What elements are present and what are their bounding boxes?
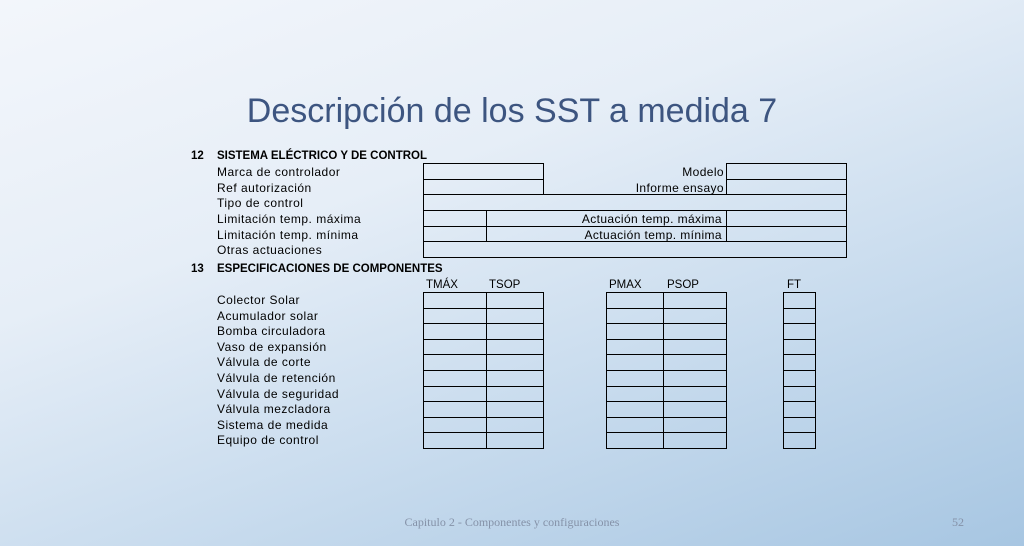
row-ref-autorizacion: Ref autorización [217, 181, 312, 195]
row-limitacion-max: Limitación temp. máxima [217, 212, 362, 226]
section-13-number: 13 [191, 263, 204, 275]
label-informe-ensayo: Informe ensayo [635, 181, 724, 195]
spec-cell-ft[interactable] [783, 386, 816, 403]
spec-cell-tsop[interactable] [486, 370, 544, 387]
spec-cell-tsop[interactable] [486, 432, 544, 449]
spec-cell-ft[interactable] [783, 401, 816, 418]
spec-row-label: Válvula de corte [217, 355, 312, 370]
spec-cell-psop[interactable] [663, 354, 727, 371]
slide-title: Descripción de los SST a medida 7 [246, 92, 778, 130]
spec-row-label: Bomba circuladora [217, 324, 326, 339]
field-otras-actuaciones[interactable] [423, 241, 847, 258]
spec-cell-tmax[interactable] [423, 370, 487, 387]
spec-cell-psop[interactable] [663, 386, 727, 403]
field-limitacion-max[interactable] [423, 210, 487, 227]
spec-cell-psop[interactable] [663, 292, 727, 309]
field-marca-controlador[interactable] [423, 163, 544, 180]
spec-cell-pmax[interactable] [606, 292, 664, 309]
spec-cell-tmax[interactable] [423, 386, 487, 403]
spec-cell-psop[interactable] [663, 323, 727, 340]
spec-cell-pmax[interactable] [606, 386, 664, 403]
spec-cell-pmax[interactable] [606, 323, 664, 340]
spec-cell-pmax[interactable] [606, 417, 664, 434]
spec-cell-tmax[interactable] [423, 401, 487, 418]
spec-cell-tmax[interactable] [423, 339, 487, 356]
spec-cell-tsop[interactable] [486, 323, 544, 340]
field-tipo-control[interactable] [423, 194, 847, 211]
col-psop: PSOP [667, 279, 699, 291]
spec-cell-pmax[interactable] [606, 339, 664, 356]
spec-cell-ft[interactable] [783, 323, 816, 340]
label-actuacion-min: Actuación temp. mínima [584, 228, 722, 242]
spec-cell-pmax[interactable] [606, 354, 664, 371]
section-13-title: ESPECIFICACIONES DE COMPONENTES [217, 263, 443, 275]
spec-cell-ft[interactable] [783, 292, 816, 309]
spec-row-label: Válvula de seguridad [217, 386, 340, 401]
spec-row-label: Válvula mezcladora [217, 402, 331, 417]
footer-text: Capitulo 2 - Componentes y configuraciones [404, 515, 620, 529]
spec-row-label: Vaso de expansión [217, 339, 327, 354]
field-modelo[interactable] [726, 163, 847, 180]
field-actuacion-min[interactable] [726, 226, 847, 242]
col-tmax: TMÁX [426, 279, 458, 291]
spec-cell-psop[interactable] [663, 432, 727, 449]
row-otras-actuaciones: Otras actuaciones [217, 243, 323, 257]
page-number: 52 [952, 515, 964, 529]
spec-row-label: Válvula de retención [217, 371, 336, 385]
spec-cell-tmax[interactable] [423, 308, 487, 325]
field-ref-autorizacion[interactable] [423, 179, 544, 195]
col-ft: FT [787, 279, 802, 291]
spec-cell-tsop[interactable] [486, 354, 544, 371]
spec-cell-ft[interactable] [783, 370, 816, 387]
field-informe-ensayo[interactable] [726, 179, 847, 195]
spec-cell-tsop[interactable] [486, 386, 544, 403]
spec-cell-ft[interactable] [783, 354, 816, 371]
spec-cell-tmax[interactable] [423, 354, 487, 371]
spec-cell-tsop[interactable] [486, 401, 544, 418]
spec-cell-ft[interactable] [783, 432, 816, 449]
spec-cell-psop[interactable] [663, 401, 727, 418]
spec-row-label: Colector Solar [217, 293, 301, 307]
label-modelo: Modelo [682, 165, 724, 179]
spec-cell-ft[interactable] [783, 417, 816, 434]
spec-cell-tsop[interactable] [486, 417, 544, 434]
section-12-title: SISTEMA ELÉCTRICO Y DE CONTROL [217, 150, 427, 162]
spec-cell-tmax[interactable] [423, 292, 487, 309]
spec-cell-ft[interactable] [783, 308, 816, 325]
spec-cell-pmax[interactable] [606, 401, 664, 418]
spec-cell-pmax[interactable] [606, 370, 664, 387]
spec-cell-tmax[interactable] [423, 432, 487, 449]
spec-cell-psop[interactable] [663, 417, 727, 434]
spec-cell-psop[interactable] [663, 370, 727, 387]
spec-row-label: Equipo de control [217, 433, 319, 448]
row-tipo-control: Tipo de control [217, 196, 304, 210]
col-tsop: TSOP [489, 279, 521, 291]
spec-cell-pmax[interactable] [606, 432, 664, 449]
col-pmax: PMAX [609, 279, 642, 291]
section-12-number: 12 [191, 150, 204, 162]
spec-cell-psop[interactable] [663, 339, 727, 356]
row-marca-controlador: Marca de controlador [217, 165, 341, 179]
spec-cell-psop[interactable] [663, 308, 727, 325]
label-actuacion-max: Actuación temp. máxima [581, 212, 722, 226]
spec-cell-ft[interactable] [783, 339, 816, 356]
spec-cell-tmax[interactable] [423, 323, 487, 340]
spec-cell-tsop[interactable] [486, 292, 544, 309]
spec-row-label: Acumulador solar [217, 308, 319, 323]
spec-cell-tmax[interactable] [423, 417, 487, 434]
spec-row-label: Sistema de medida [217, 417, 329, 432]
field-limitacion-min[interactable] [423, 226, 487, 242]
spec-cell-tsop[interactable] [486, 308, 544, 325]
spec-cell-pmax[interactable] [606, 308, 664, 325]
spec-cell-tsop[interactable] [486, 339, 544, 356]
field-actuacion-max[interactable] [726, 210, 847, 227]
row-limitacion-min: Limitación temp. mínima [217, 228, 359, 242]
